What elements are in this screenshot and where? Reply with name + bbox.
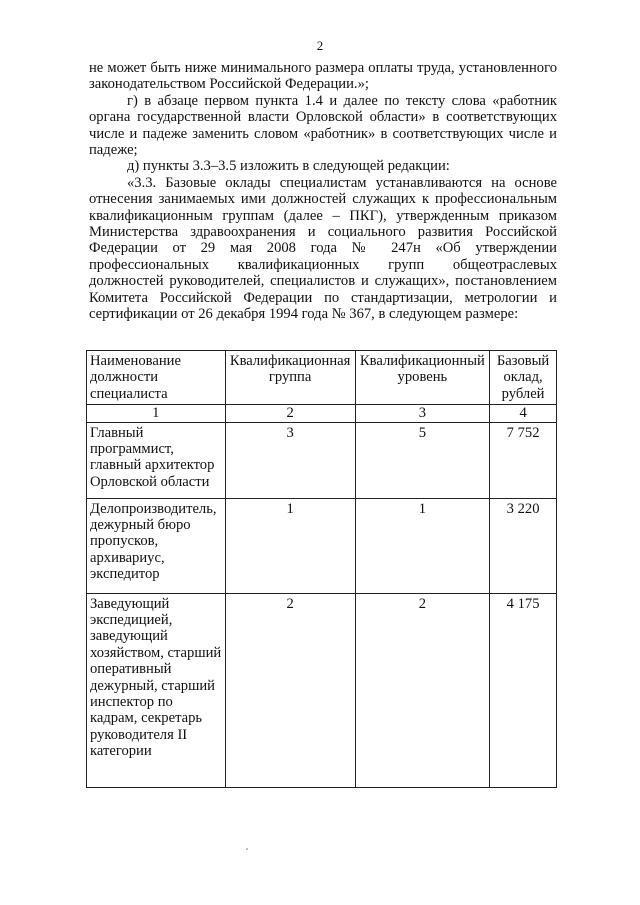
column-number: 2 [225,405,355,422]
header-qualification-level: Квалификационный уровень [355,351,490,405]
document-body [89,60,557,323]
column-number: 1 [87,405,226,422]
column-number: 4 [490,405,557,422]
cell-base-salary: 4 175 [490,593,557,787]
cell-position-name: Заведующий экспедицией, заведующий хозяйством, старший оперативный дежурный, старший инспектор по кадрам, секретарь руководителя II категории [87,593,226,787]
column-number: 3 [355,405,490,422]
cell-position-name: Делопроизводитель, дежурный бюро пропусков, архивариус, экспедитор [87,498,226,593]
cell-position-name: Главный программист, главный архитектор Орловской области [87,422,226,498]
table-header-row [87,351,557,405]
cell-qualification-level: 2 [355,593,490,787]
cell-qualification-group: 1 [225,498,355,593]
page-number: 2 [316,38,324,53]
paragraph-clause-3-3: «3.3. Базовые оклады специалистам устанавливаются на основе отнесения занимаемых ими должностей служащих к профессиональным квалификационным группам (далее – ПКГ), утвержденным приказом Министерства здравоохранения и социального развития Российской Федерации от 29 мая 2008 года № 247н «Об утверждении профессиональных квалификационных групп общеотраслевых должностей руководителей, специалистов и служащих», постановлением Комитета Российской Федерации по стандартизации, метрологии и сертификации от 26 декабря 1994 года № 367, в следующем размере: [89,174,557,323]
cell-base-salary: 7 752 [490,422,557,498]
table-row [87,498,557,593]
paragraph-continuation: не может быть ниже минимального размера оплаты труда, установленного законодательством Российской Федерации.»; [89,60,557,93]
header-base-salary: Базовый оклад, рублей [490,351,557,405]
header-position-name: Наименование должности специалиста [87,351,226,405]
salary-table [86,350,557,788]
table-row [87,422,557,498]
cell-qualification-group: 3 [225,422,355,498]
table-row [87,593,557,787]
column-number-row [87,405,557,422]
cell-qualification-level: 1 [355,498,490,593]
cell-qualification-group: 2 [225,593,355,787]
cell-qualification-level: 5 [355,422,490,498]
scan-speck [246,848,248,850]
cell-base-salary: 3 220 [490,498,557,593]
paragraph-item-g: г) в абзаце первом пункта 1.4 и далее по тексту слова «работник органа государственной власти Орловской области» в соответствующих числе и падеже заменить словом «работник» в соответствующих числе и падеже; [89,92,557,159]
paragraph-item-d: д) пункты 3.3–3.5 изложить в следующей редакции: [127,158,450,175]
header-qualification-group: Квалификационная группа [225,351,355,405]
